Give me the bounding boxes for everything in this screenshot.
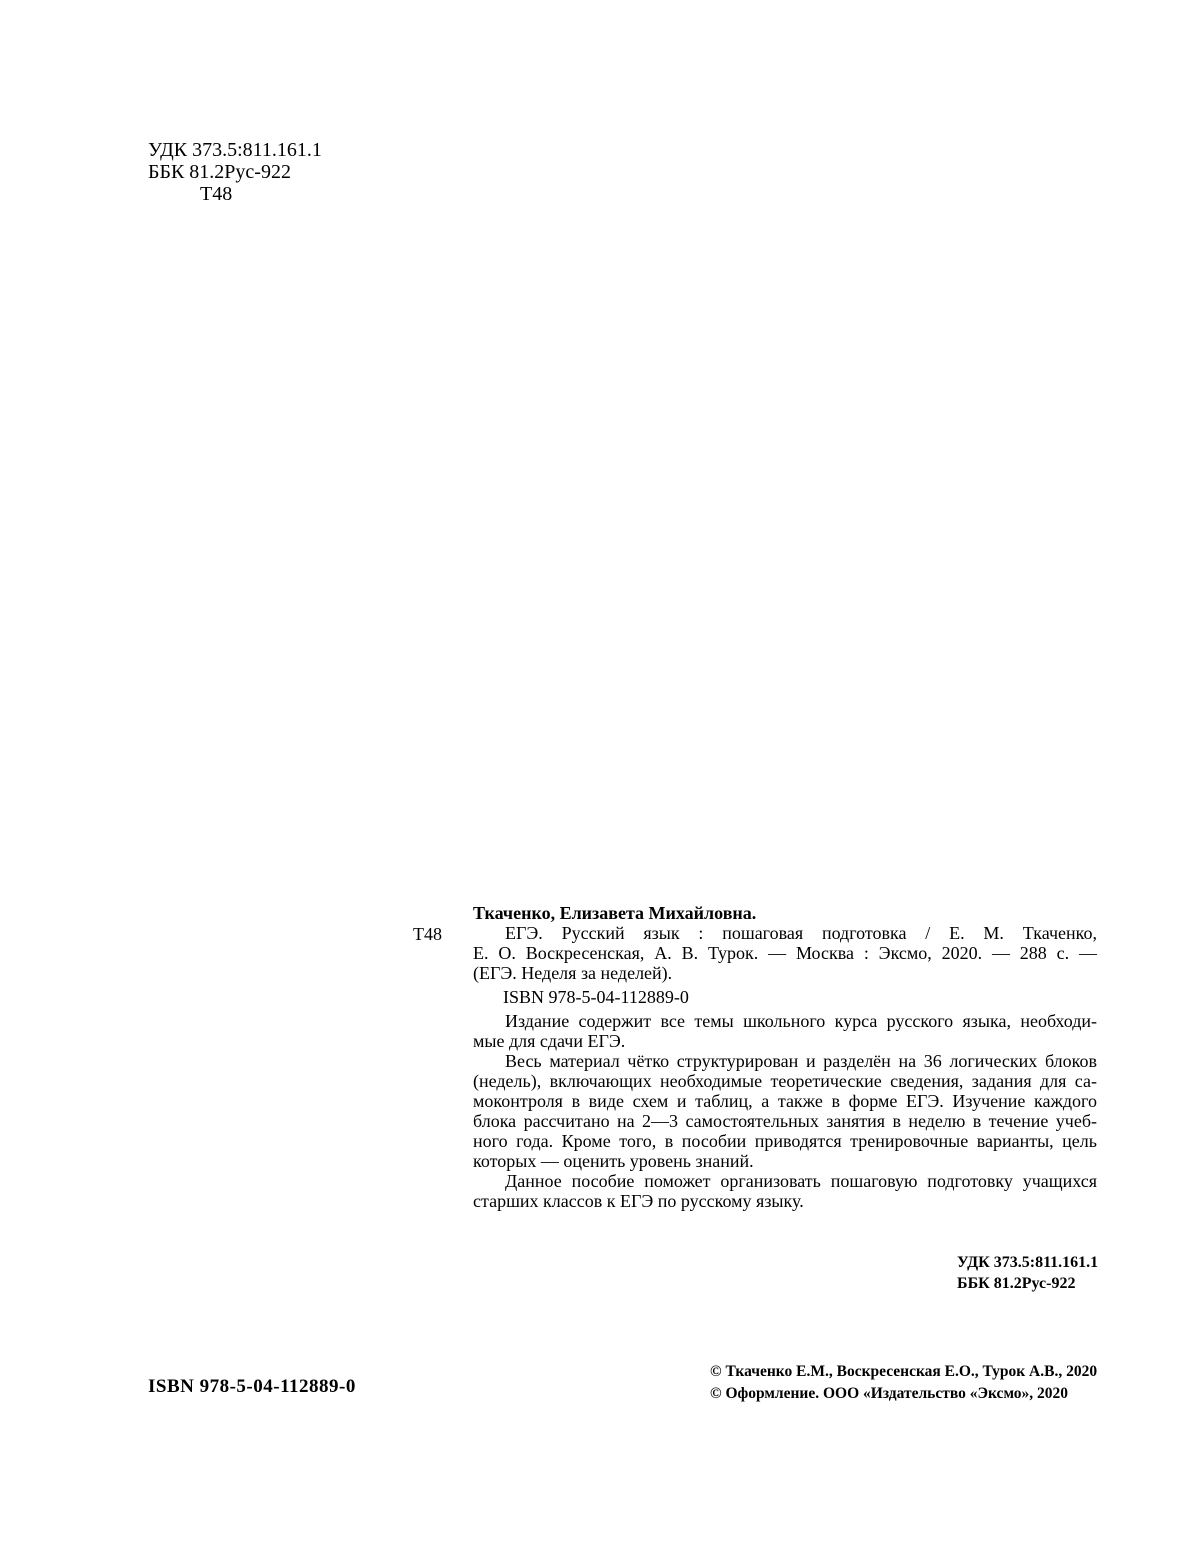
card-entry-line: Е. О. Воскресенская, А. В. Турок. — Москва : Эксмо, 2020. — 288 с. — xyxy=(473,943,1097,963)
annotation-line: мые для сдачи ЕГЭ. xyxy=(473,1031,626,1051)
copyright-line-publisher: © Оформление. ООО «Издательство «Эксмо», 2020 xyxy=(710,1384,1069,1402)
card-margin-code: Т48 xyxy=(413,924,442,944)
classification-block xyxy=(148,139,322,205)
annotation-line: старших классов к ЕГЭ по русскому языку. xyxy=(473,1191,804,1211)
bbk-right-line: ББК 81.2Рус-922 xyxy=(957,1275,1076,1292)
card-author-heading: Ткаченко, Елизавета Михайловна. xyxy=(473,903,757,923)
card-isbn: ISBN 978-5-04-112889-0 xyxy=(503,987,689,1007)
udk-right-line: УДК 373.5:811.161.1 xyxy=(957,1254,1099,1271)
author-code-line: Т48 xyxy=(200,183,233,205)
card-entry-line: (ЕГЭ. Неделя за неделей). xyxy=(473,963,673,983)
footer-isbn: ISBN 978-5-04-112889-0 xyxy=(148,1376,356,1397)
annotation-line: Данное пособие поможет организовать пошаговую подготовку учащихся xyxy=(505,1171,1097,1191)
annotation-line: моконтроля в виде схем и таблиц, а также в форме ЕГЭ. Изучение каждого xyxy=(473,1091,1097,1111)
udk-line: УДК 373.5:811.161.1 xyxy=(148,139,322,161)
annotation-line: ного года. Кроме того, в пособии приводятся тренировочные варианты, цель xyxy=(473,1131,1097,1151)
annotation-line: (недель), включающих необходимые теоретические сведения, задания для са- xyxy=(473,1071,1097,1091)
card-text-column xyxy=(473,903,1097,1211)
copyright-block xyxy=(710,1361,1097,1404)
card-entry-line: ЕГЭ. Русский язык : пошаговая подготовка / Е. М. Ткаченко, xyxy=(505,923,1097,943)
annotation-line: Издание содержит все темы школьного курса русского языка, необходи- xyxy=(505,1011,1097,1031)
copyright-line-authors: © Ткаченко Е.М., Воскресенская Е.О., Турок А.В., 2020 xyxy=(710,1363,1098,1380)
bbk-line: ББК 81.2Рус-922 xyxy=(148,161,291,183)
classification-right-block xyxy=(957,1252,1098,1294)
annotation-line: блока рассчитано на 2—3 самостоятельных занятия в неделю в течение учеб- xyxy=(473,1111,1097,1131)
catalog-card xyxy=(413,903,1097,1211)
annotation-line: которых — оценить уровень знаний. xyxy=(473,1151,754,1171)
annotation-line: Весь материал чётко структурирован и разделён на 36 логических блоков xyxy=(505,1051,1097,1071)
